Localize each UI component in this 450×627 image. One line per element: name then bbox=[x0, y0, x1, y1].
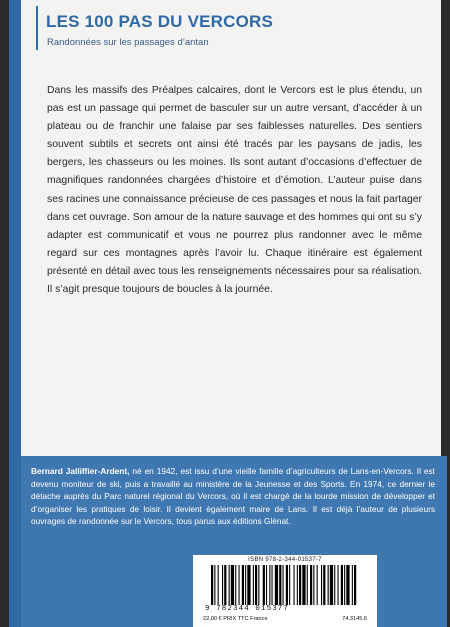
author-bio bbox=[31, 465, 435, 528]
book-summary: Dans les massifs des Préalpes calcaires, dont le Vercors est le plus étendu, un pas est un passage qui permet de basculer sur un autre versant, d’accéder à un plateau ou de franchir une falaise par ses faiblesses naturelles. Des sentiers souvent subtils et secrets ont ainsi été tracés par les paysans de jadis, les bergers, les chasseurs ou les moines. Ils sont autant d’occasions d’effectuer de magnifiques randonnées chargées d’histoire et d’émotion. L’auteur puise dans ses racines une connaissance précieuse de ces passages et nous la fait partager dans cet ouvrage. Son amour de la nature sauvage et des hommes qui ont su s’y adapter est communicatif et vous ne pourrez plus randonner avec le même regard sur ces montagnes après l’avoir lu. Chaque itinéraire est également présenté en détail avec tous les renseignements nécessaires pour sa réalisation. Il s’agit presque toujours de boucles à la journée. bbox=[47, 85, 422, 296]
author-bio-text: né en 1942, est issu d’une vieille famille d’agriculteurs de Lans-en-Vercors. Il est devenu moniteur de ski, puis a travaillé au ministère de la Jeunesse et des Sports. En 1974, ce dernier le détache auprès du Parc naturel régional du Vercors, où il est chargé de la lourde mission de développer et d’organiser les pratiques de loisir. Il devient également maire de Lans. Il est déjà l’auteur de plusieurs ouvrages de randonnée sur le Vercors, tous parus aux éditions Glénat. bbox=[31, 466, 435, 527]
book-subtitle: Randonnées sur les passages d’antan bbox=[47, 37, 209, 48]
barcode-bars bbox=[211, 565, 359, 605]
product-ref: 74.3145.6 bbox=[342, 616, 367, 622]
author-name: Bernard Jalliffier-Ardent, bbox=[31, 466, 130, 476]
isbn-text: ISBN 978-2-344-01537-7 bbox=[248, 557, 322, 563]
back-cover bbox=[9, 0, 441, 627]
ean-digits: 9 782344 015377 bbox=[205, 605, 290, 613]
barcode-box bbox=[193, 555, 377, 627]
book-title: LES 100 PAS DU VERCORS bbox=[46, 12, 274, 31]
spine-edge-bar bbox=[9, 0, 21, 627]
title-rule bbox=[36, 6, 38, 50]
price-text: 22,00 € PRIX TTC France bbox=[203, 616, 268, 622]
price-line bbox=[203, 616, 367, 622]
